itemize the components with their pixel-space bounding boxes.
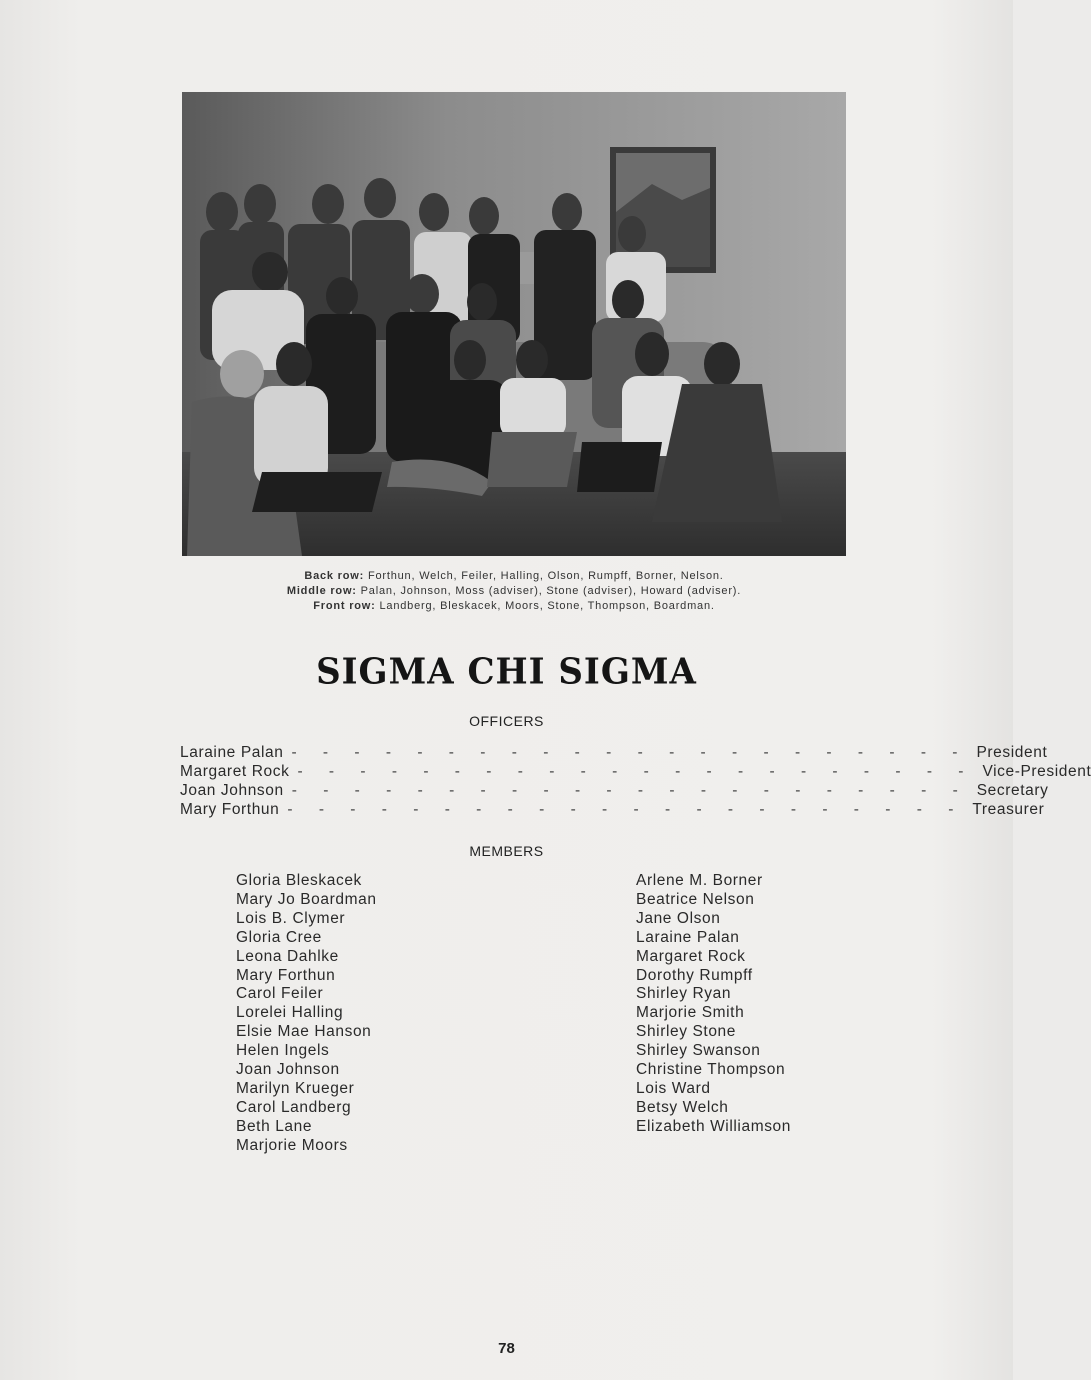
- member-name: Beatrice Nelson: [636, 890, 755, 908]
- member-name: Mary Jo Boardman: [236, 890, 377, 908]
- member-name: Marilyn Krueger: [236, 1079, 355, 1097]
- caption-back-row: [182, 569, 846, 584]
- caption-front-label: Front row:: [313, 600, 376, 612]
- caption-back-label: Back row:: [304, 570, 365, 582]
- member-name: Mary Forthun: [236, 966, 336, 984]
- members-right-column: [636, 872, 791, 1137]
- member-name: Shirley Stone: [636, 1023, 736, 1041]
- member-name: Lois Ward: [636, 1079, 711, 1097]
- members-left-column: [236, 872, 377, 1156]
- officers-list: [180, 744, 1091, 820]
- member-name: Jane Olson: [636, 909, 721, 927]
- officer-row: [180, 782, 1049, 801]
- member-name: Carol Feiler: [236, 985, 324, 1003]
- member-name: Shirley Ryan: [636, 985, 732, 1003]
- member-name: Marjorie Smith: [636, 1004, 745, 1022]
- officer-row: [180, 744, 1048, 763]
- member-name: Beth Lane: [236, 1117, 313, 1135]
- member-name: Margaret Rock: [636, 947, 746, 965]
- member-name: Dorothy Rumpff: [636, 966, 753, 984]
- member-name: Arlene M. Borner: [636, 872, 763, 889]
- caption-middle-row: [182, 584, 846, 599]
- member-name: Elizabeth Williamson: [636, 1117, 791, 1135]
- caption-front-names: Landberg, Bleskacek, Moors, Stone, Thompson, Boardman.: [379, 600, 715, 612]
- member-name: Gloria Cree: [236, 928, 322, 946]
- member-name: Joan Johnson: [236, 1061, 340, 1079]
- officer-name: Margaret Rock: [180, 763, 290, 780]
- member-name: Betsy Welch: [636, 1098, 729, 1116]
- officer-role: Vice-President: [982, 763, 1091, 780]
- officer-role: Treasurer: [972, 801, 1045, 818]
- leader-dashes: - - - - - - - - - - - - - - - - - - - - - -: [291, 782, 969, 799]
- member-name: Helen Ingels: [236, 1042, 330, 1060]
- member-name: Lorelei Halling: [236, 1004, 344, 1022]
- officers-heading: OFFICERS: [469, 713, 544, 729]
- officer-role: President: [976, 744, 1048, 761]
- officer-name: Laraine Palan: [180, 744, 284, 761]
- member-name: Christine Thompson: [636, 1061, 786, 1079]
- officer-row: [180, 801, 1045, 820]
- member-name: Shirley Swanson: [636, 1042, 761, 1060]
- caption-middle-names: Palan, Johnson, Moss (adviser), Stone (adviser), Howard (adviser).: [360, 585, 742, 597]
- caption-middle-label: Middle row:: [286, 585, 357, 597]
- caption-back-names: Forthun, Welch, Feiler, Halling, Olson, Rumpff, Borner, Nelson.: [367, 570, 724, 582]
- members-heading: MEMBERS: [469, 843, 544, 859]
- leader-dashes: - - - - - - - - - - - - - - - - - - - - - -: [297, 763, 975, 780]
- page-title: SIGMA CHI SIGMA: [316, 651, 697, 693]
- member-name: Leona Dahlke: [236, 947, 339, 965]
- photo-caption: [182, 569, 846, 614]
- officer-role: Secretary: [976, 782, 1049, 799]
- leader-dashes: - - - - - - - - - - - - - - - - - - - - - -: [291, 744, 969, 761]
- member-name: Carol Landberg: [236, 1098, 352, 1116]
- member-name: Lois B. Clymer: [236, 909, 346, 927]
- group-photo: [182, 92, 846, 556]
- officer-name: Mary Forthun: [180, 801, 280, 818]
- member-name: Gloria Bleskacek: [236, 872, 362, 889]
- leader-dashes: - - - - - - - - - - - - - - - - - - - - - -: [287, 801, 965, 818]
- member-name: Elsie Mae Hanson: [236, 1023, 372, 1041]
- member-name: Laraine Palan: [636, 928, 740, 946]
- page-number: 78: [498, 1340, 515, 1357]
- caption-front-row: [182, 599, 846, 614]
- officer-row: [180, 763, 1091, 782]
- member-name: Marjorie Moors: [236, 1136, 348, 1154]
- officer-name: Joan Johnson: [180, 782, 284, 799]
